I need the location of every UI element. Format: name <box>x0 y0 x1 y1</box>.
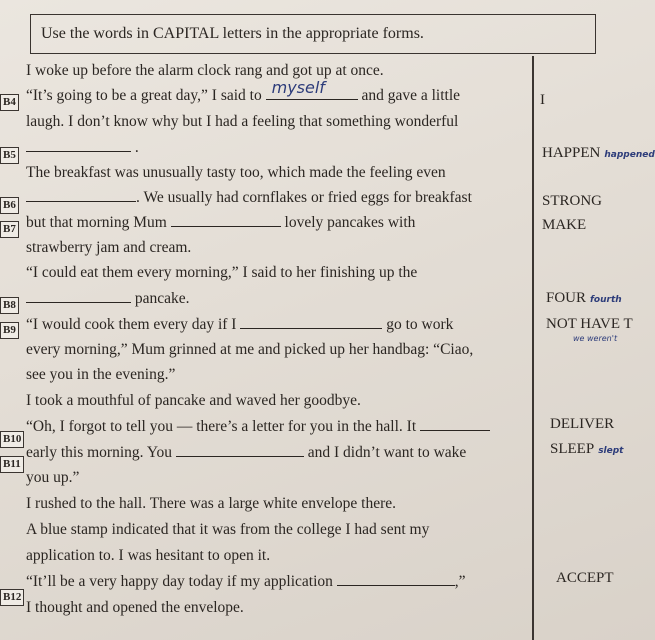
keyword: NOT HAVE T <box>546 316 633 332</box>
handwritten-answer: myself <box>271 78 325 97</box>
text-line: I woke up before the alarm clock rang and got up at once. <box>26 62 384 79</box>
text-line: A blue stamp indicated that it was from the college I had sent my <box>26 521 430 538</box>
handwritten-answer: happened <box>604 150 655 160</box>
keyword: HAPPEN happened <box>542 145 655 161</box>
text-line: application to. I was hesitant to open it. <box>26 547 271 564</box>
text-line: strawberry jam and cream. <box>26 239 192 256</box>
text-line: The breakfast was unusually tasty too, which made the feeling even <box>26 164 446 181</box>
item-number: B5 <box>0 147 19 164</box>
answer-blank[interactable] <box>26 139 131 152</box>
text-line: laugh. I don’t know why but I had a feeling that something wonderful <box>26 113 459 130</box>
text-line: I rushed to the hall. There was a large white envelope there. <box>26 495 396 512</box>
answer-blank[interactable] <box>171 214 281 227</box>
text-line: pancake. <box>26 290 190 308</box>
keyword: FOUR fourth <box>546 290 622 306</box>
text-line: but that morning Mum lovely pancakes with <box>26 214 416 231</box>
answer-blank[interactable] <box>266 78 358 100</box>
text-line: “Oh, I forgot to tell you — there’s a letter for you in the hall. It <box>26 418 490 436</box>
handwritten-answer: fourth <box>590 295 622 305</box>
handwritten-answer: slept <box>598 446 624 456</box>
item-number: B8 <box>0 297 19 314</box>
text-line: “I could eat them every morning,” I said to her finishing up the <box>26 264 418 281</box>
text-line: every morning,” Mum grinned at me and picked up her handbag: “Ciao, <box>26 341 474 358</box>
text-line: you up.” <box>26 469 80 486</box>
text-line: I took a mouthful of pancake and waved her goodbye. <box>26 392 361 409</box>
answer-blank[interactable] <box>240 316 382 329</box>
text-line: . We usually had cornflakes or fried eggs for breakfast <box>26 189 472 207</box>
instruction-box <box>30 14 596 54</box>
keyword: ACCEPT <box>556 570 614 586</box>
answer-blank[interactable] <box>26 290 131 303</box>
text-line: I thought and opened the envelope. <box>26 599 244 616</box>
instruction-text: Use the words in CAPITAL letters in the appropriate forms. <box>41 25 424 42</box>
column-divider <box>532 56 534 640</box>
keyword: I <box>540 92 545 108</box>
text-line: see you in the evening.” <box>26 366 176 383</box>
handwritten-answer: we weren't <box>573 334 618 343</box>
item-number: B10 <box>0 431 24 448</box>
text-line: “It’s going to be a great day,” I said to myself and gave a little <box>26 78 461 104</box>
item-number: B7 <box>0 221 19 238</box>
item-number: B9 <box>0 322 19 339</box>
text-line: . <box>26 139 139 157</box>
text-line: “I would cook them every day if I go to work <box>26 316 454 333</box>
item-number: B6 <box>0 197 19 214</box>
answer-blank[interactable] <box>420 418 490 431</box>
keyword: MAKE <box>542 217 587 233</box>
text-line: “It’ll be a very happy day today if my application ,” <box>26 573 466 590</box>
keyword: SLEEP slept <box>550 441 624 457</box>
keyword: STRONG <box>542 193 603 209</box>
item-number: B12 <box>0 589 24 606</box>
answer-blank[interactable] <box>26 189 136 202</box>
text-line: early this morning. You and I didn’t want to wake <box>26 444 467 461</box>
answer-blank[interactable] <box>176 444 304 457</box>
item-number: B11 <box>0 456 24 473</box>
item-number: B4 <box>0 94 19 111</box>
keyword: DELIVER <box>550 416 615 432</box>
answer-blank[interactable] <box>337 573 455 586</box>
